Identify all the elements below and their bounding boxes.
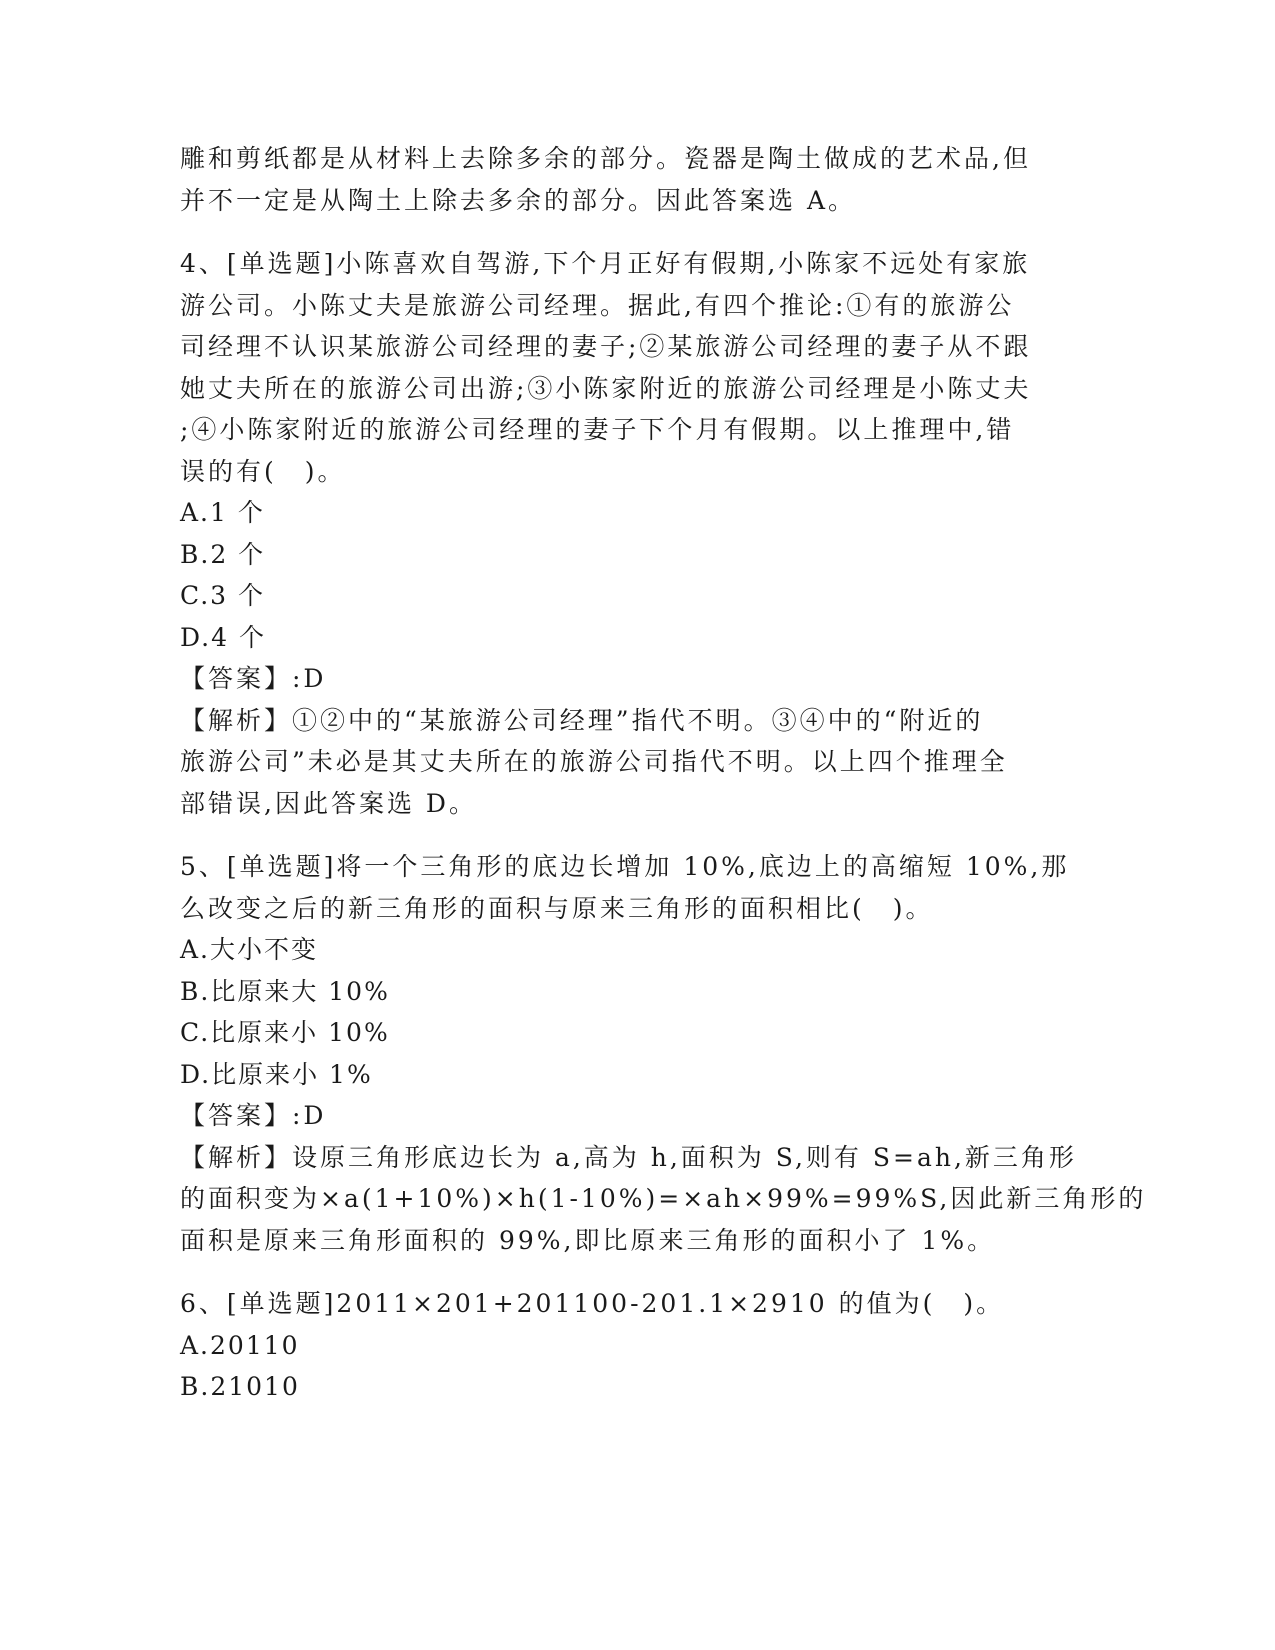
question-stem-line: ;④小陈家附近的旅游公司经理的妻子下个月有假期。以上推理中,错 (180, 415, 1015, 444)
answer-line: 【答案】:D (180, 664, 327, 693)
question-stem-line: 游公司。小陈丈夫是旅游公司经理。据此,有四个推论:①有的旅游公 (180, 290, 1015, 320)
question-stem-line: 6、[单选题]2011×201+201100-201.1×2910 的值为( )。 (180, 1289, 1005, 1318)
question-stem-line: 4、[单选题]小陈喜欢自驾游,下个月正好有假期,小陈家不远处有家旅 (180, 249, 1031, 278)
option-b: B.21010 (180, 1372, 300, 1401)
document-page (180, 138, 1147, 1408)
question-stem-line: 误的有( )。 (180, 456, 346, 486)
answer-line: 【答案】:D (180, 1101, 327, 1130)
option-b: B.2 个 (180, 539, 266, 569)
explanation-line: 面积是原来三角形面积的 99%,即比原来三角形的面积小了 1%。 (180, 1225, 996, 1255)
option-c: C.比原来小 10% (180, 1018, 390, 1047)
previous-explanation (180, 138, 1040, 221)
option-a: A.大小不变 (180, 935, 319, 964)
question-stem-line: 5、[单选题]将一个三角形的底边长增加 10%,底边上的高缩短 10%,那 (180, 852, 1070, 881)
option-a: A.20110 (180, 1330, 300, 1360)
question-6 (180, 1283, 1040, 1408)
explanation-line: 部错误,因此答案选 D。 (180, 788, 477, 818)
question-5 (180, 846, 1147, 1261)
text-line: 雕和剪纸都是从材料上去除多余的部分。瓷器是陶土做成的艺术品,但 (180, 144, 1031, 173)
option-b: B.比原来大 10% (180, 976, 390, 1006)
explanation-line: 旅游公司”未必是其丈夫所在的旅游公司指代不明。以上四个推理全 (180, 747, 1008, 776)
option-d: D.4 个 (180, 622, 266, 652)
question-stem-line: 司经理不认识某旅游公司经理的妻子;②某旅游公司经理的妻子从不跟 (180, 332, 1032, 361)
question-stem-line: 她丈夫所在的旅游公司出游;③小陈家附近的旅游公司经理是小陈丈夫 (180, 373, 1032, 403)
question-stem-line: 么改变之后的新三角形的面积与原来三角形的面积相比( )。 (180, 893, 934, 923)
option-c: C.3 个 (180, 581, 266, 610)
explanation-line: 【解析】①②中的“某旅游公司经理”指代不明。③④中的“附近的 (180, 705, 984, 735)
explanation-line: 的面积变为×a(1+10%)×h(1-10%)=×ah×99%=99%S,因此新三角形的 (180, 1184, 1147, 1213)
question-4 (180, 243, 1040, 824)
option-a: A.1 个 (180, 498, 265, 527)
explanation-line: 【解析】设原三角形底边长为 a,高为 h,面积为 S,则有 S=ah,新三角形 (180, 1142, 1077, 1172)
option-d: D.比原来小 1% (180, 1059, 373, 1089)
text-line: 并不一定是从陶土上除去多余的部分。因此答案选 A。 (180, 185, 857, 215)
